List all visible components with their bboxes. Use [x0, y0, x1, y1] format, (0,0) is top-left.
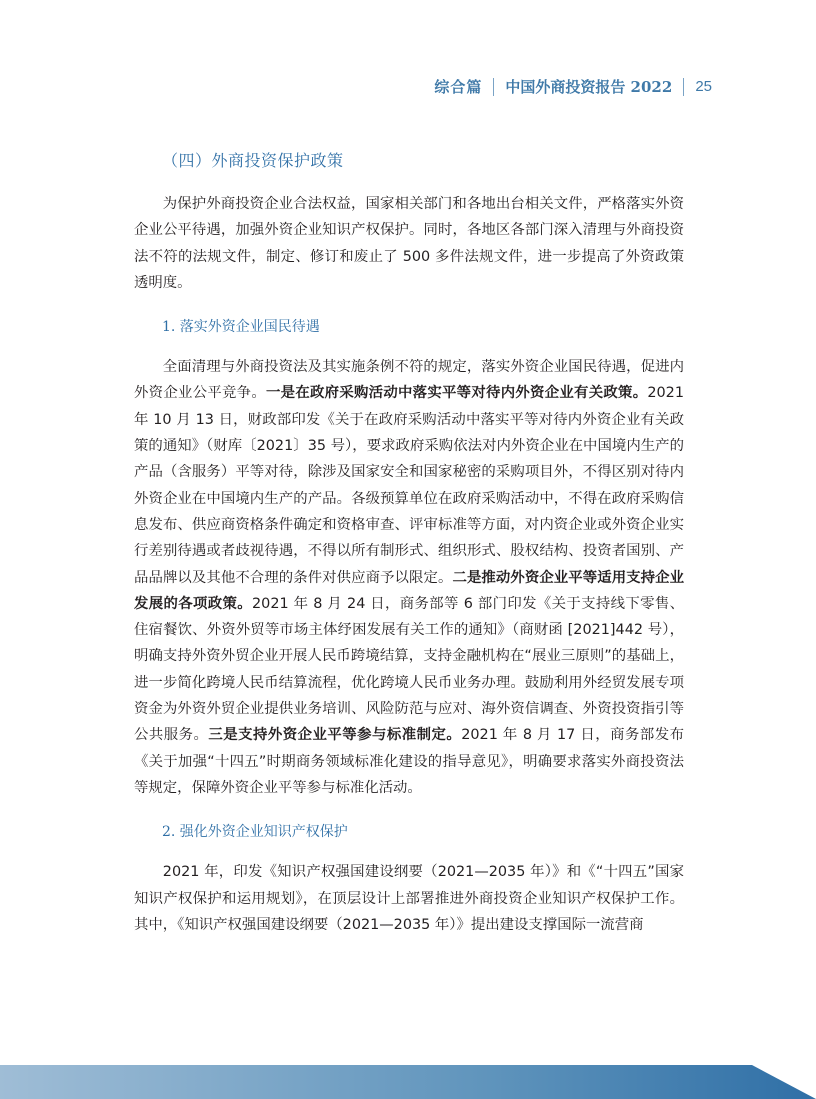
subsection-1-paragraph [134, 354, 684, 801]
footer-band-shape [0, 1065, 816, 1099]
footer-band [0, 1055, 816, 1099]
intro-paragraph: 为保护外商投资企业合法权益，国家相关部门和各地出台相关文件，严格落实外资企业公平待遇，加强外资企业知识产权保护。同时，各地区各部门深入清理与外商投资法不符的法规文件，制定、修订和废止了 500 多件法规文件，进一步提高了外资政策透明度。 [134, 196, 684, 291]
text-run: 2021 年 10 月 13 日，财政部印发《关于在政府采购活动中落实平等对待内外资企业有关政策的通知》（财库〔2021〕35 号），要求政府采购依法对内外资企业在中国境内生产的产品（含服务）平等对待，除涉及国家安全和国家秘密的采购项目外，不得区别对待内外资企业在中国境内生产的产品。各级预算单位在政府采购活动中，不得在政府采购信息发布、供应商资格条件确定和资格审查、评审标准等方面，对内资企业或外资企业实行差别待遇或者歧视待遇，不得以所有制形式、组织形式、股权结构、投资者国别、产品品牌以及其他不合理的条件对供应商予以限定。 [134, 385, 684, 586]
bold-point-3: 三是支持外资企业平等参与标准制定。 [208, 727, 462, 744]
subsection-title-2: 2. 强化外资企业知识产权保护 [162, 824, 348, 841]
page-content [134, 148, 684, 938]
page-header [0, 76, 712, 97]
subsection-2-paragraph: 2021 年，印发《知识产权强国建设纲要（2021—2035 年）》和《“十四五”国家知识产权保护和运用规划》，在顶层设计上部署推进外商投资企业知识产权保护工作。其中，《知识产权强国建设纲要（2021—2035 年）》提出建设支撑国际一流营商 [134, 864, 684, 933]
text-run: 2021 年 8 月 17 日，商务部发布《关于加强“十四五”时期商务领域标准化建设的指导意见》，明确要求落实外商投资法等规定，保障外资企业平等参与标准化活动。 [134, 727, 684, 796]
bold-point-1: 一是在政府采购活动中落实平等对待内外资企业有关政策。 [266, 385, 648, 402]
text-run: 2021 年 8 月 24 日，商务部等 6 部门印发《关于支持线下零售、住宿餐饮、外资外贸等市场主体纾困发展有关工作的通知》（商财函 [2021]442 号），明确支持外资外贸企业开展人民币跨境结算，支持金融机构在“展业三原则”的基础上，进一步简化跨境人民币结算流程，优化跨境人民币业务办理。鼓励利用外经贸发展专项资金为外资外贸企业提供业务培训、风险防范与应对、海外资信调查、外资投资指引等公共服务。 [134, 595, 684, 744]
bold-point-2: 二是推动外资企业平等适用支持企业发展的各项政策。 [134, 569, 684, 612]
header-divider [683, 78, 684, 96]
section-title: （四）外商投资保护政策 [162, 151, 344, 170]
text-run: 全面清理与外商投资法及其实施条例不符的规定，落实外资企业国民待遇，促进内外资企业公平竞争。 [134, 359, 684, 402]
header-divider [493, 78, 494, 96]
subsection-title-1: 1. 落实外资企业国民待遇 [162, 319, 320, 336]
header-section: 综合篇 [434, 78, 483, 96]
page-number: 25 [695, 78, 712, 95]
header-report-title: 中国外商投资报告 2022 [505, 78, 673, 96]
